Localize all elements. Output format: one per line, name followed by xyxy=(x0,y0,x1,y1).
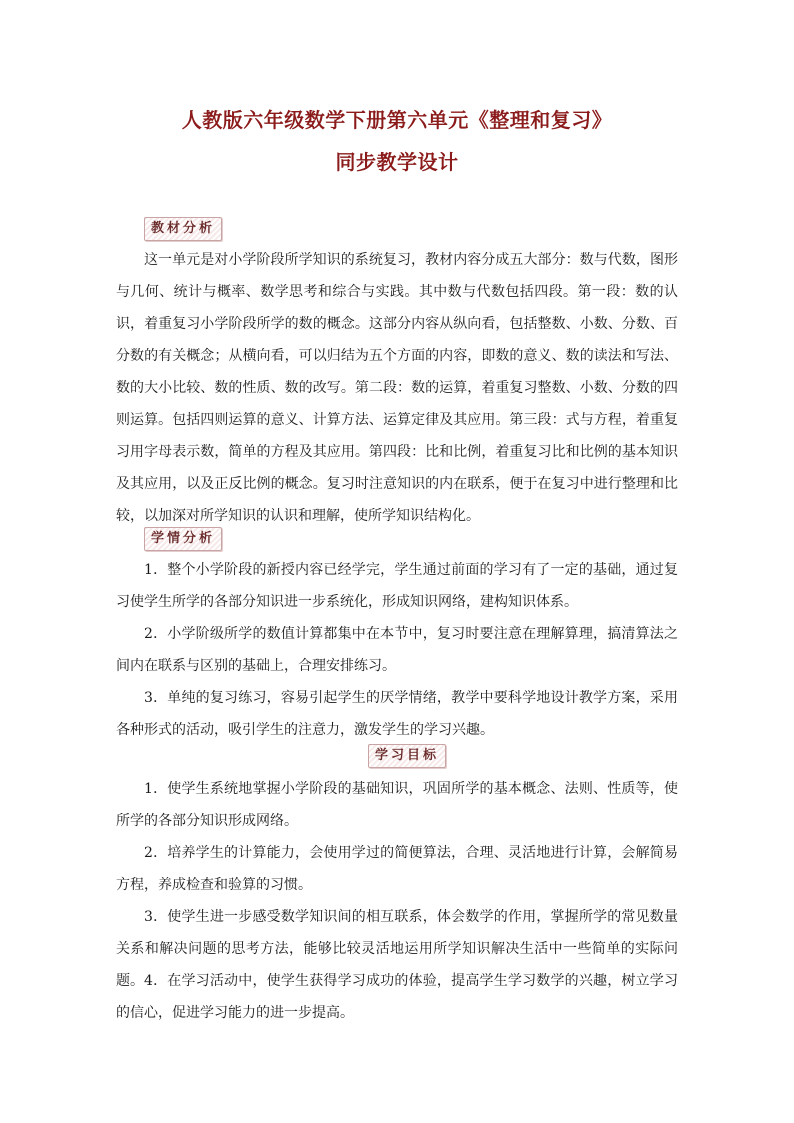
section-badge-students: 学情分析 xyxy=(144,527,222,551)
document-subtitle: 同步教学设计 xyxy=(335,150,459,174)
students-item-3: 3．单纯的复习练习，容易引起学生的厌学情绪，教学中要科学地设计教学方案，采用各种形式的活动，吸引学生的注意力，激发学生的学习兴趣。 xyxy=(116,690,678,738)
goals-item-3: 3．使学生进一步感受数学知识间的相互联系，体会数学的作用，掌握所学的常见数量关系和解决问题的思考方法，能够比较灵活地运用所学知识解决生活中一些简单的实际问题。 xyxy=(116,909,678,989)
document-title: 人教版六年级数学下册第六单元《整理和复习》 xyxy=(181,108,613,132)
section-badge-material: 教材分析 xyxy=(144,217,222,241)
goals-item-4: 4．在学习活动中，使学生获得学习成功的体验，提高学生学习数学的兴趣，树立学习的信心，促进学习能力的进一步提高。 xyxy=(116,973,678,1021)
goals-item-1: 1．使学生系统地掌握小学阶段的基础知识，巩固所学的基本概念、法则、性质等，使所学的各部分知识形成网络。 xyxy=(116,781,678,829)
section-badge-goals: 学习目标 xyxy=(368,744,446,768)
students-item-2: 2．小学阶级所学的数值计算都集中在本节中，复习时要注意在理解算理，搞清算法之间内在联系与区别的基础上，合理安排练习。 xyxy=(116,626,678,674)
material-analysis-text: 这一单元是对小学阶段所学知识的系统复习，教材内容分成五大部分：数与代数，图形与几何、统计与概率、数学思考和综合与实践。其中数与代数包括四段。第一段：数的认识，着重复习小学阶段所学的数的概念。这部分内容从纵向看，包括整数、小数、分数、百分数的有关概念；从横向看，可以归结为五个方面的内容，即数的意义、数的读法和写法、数的大小比较、数的性质、数的改写。第二段：数的运算，着重复习整数、小数、分数的四则运算。包括四则运算的意义、计算方法、运算定律及其应用。第三段：式与方程，着重复习用字母表示数，简单的方程及其应用。第四段：比和比例，着重复习比和比例的基本知识及其应用，以及正反比例的概念。复习时注意知识的内在联系，便于在复习中进行整理和比较，以加深对所学知识的认识和理解，使所学知识结构化。 xyxy=(116,252,678,524)
goals-item-2: 2．培养学生的计算能力，会使用学过的简便算法，合理、灵活地进行计算，会解简易方程，养成检查和验算的习惯。 xyxy=(116,845,678,893)
students-item-1: 1．整个小学阶段的新授内容已经学完，学生通过前面的学习有了一定的基础，通过复习使学生所学的各部分知识进一步系统化，形成知识网络，建构知识体系。 xyxy=(116,562,678,610)
